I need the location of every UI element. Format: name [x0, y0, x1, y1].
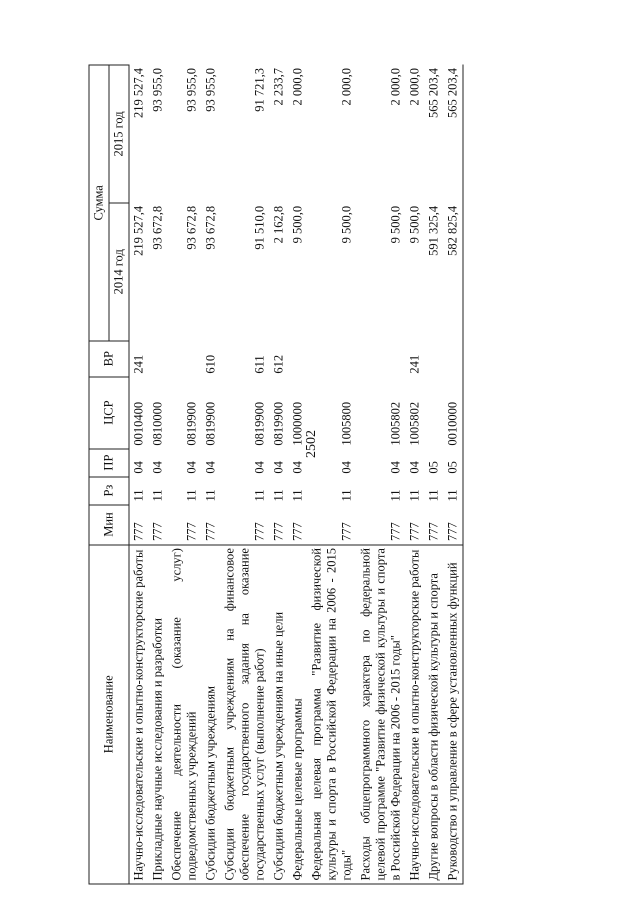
row-rz: 11: [290, 489, 305, 502]
row-min: 777: [290, 522, 305, 542]
row-2014: 591 325,4: [426, 205, 441, 256]
row-min: 777: [150, 522, 165, 542]
row-csr: 1005800: [339, 401, 354, 446]
row-name: Научно-исследовательские и опытно-конструкторские работы: [406, 545, 425, 884]
row-min: 777: [407, 522, 422, 542]
page-number: 2502: [304, 430, 319, 458]
header-vr: ВР: [89, 341, 129, 377]
row-pr: 04: [339, 461, 354, 474]
row-min: 777: [388, 522, 403, 542]
row-2014: 9 500,0: [407, 205, 422, 244]
row-min: 777: [271, 522, 286, 542]
row-csr: 0819900: [203, 401, 218, 446]
table-row: [221, 65, 270, 884]
table-row: [406, 65, 425, 884]
row-vr: [149, 341, 168, 377]
row-csr: 0819900: [252, 401, 267, 446]
table-row: [357, 65, 406, 884]
row-rz: 11: [184, 489, 199, 502]
row-vr: [289, 341, 308, 377]
row-vr: 611: [252, 355, 267, 374]
row-name: Расходы общепрограммного характера по федеральной целевой программе "Развитие физической культуры и спорта в Российской Федерации на 2006 - 2015 годы": [357, 545, 406, 884]
row-name: Субсидии бюджетным учреждениям на финансовое обеспечение государственного задания на оказание государственных услуг (выполнение работ): [221, 545, 270, 884]
budget-table: [89, 65, 464, 885]
row-csr: 0819900: [184, 401, 199, 446]
row-min: 777: [252, 522, 267, 542]
row-csr: 1000000: [290, 401, 305, 446]
table-row: [444, 65, 464, 884]
row-name: Федеральная целевая программа "Развитие физической культуры и спорта в Российской Федерации на 2006 - 2015 годы": [308, 545, 357, 884]
table-row: [270, 65, 289, 884]
header-name: Наименование: [89, 545, 129, 884]
row-pr: 04: [150, 461, 165, 474]
row-name: Субсидии бюджетным учреждениям на иные цели: [270, 545, 289, 884]
row-min: 777: [339, 522, 354, 542]
header-csr: ЦСР: [89, 377, 129, 449]
row-2015: 91 721,3: [252, 68, 267, 112]
row-2014: 93 672,8: [203, 205, 218, 250]
row-csr: 0810000: [150, 401, 165, 446]
row-pr: 05: [426, 461, 441, 474]
row-name: Руководство и управление в сфере установленных функций: [444, 545, 464, 884]
header-rz: Рз: [89, 477, 129, 505]
row-min: 777: [444, 505, 464, 545]
row-2015: 93 955,0: [150, 68, 165, 112]
row-pr: 04: [131, 461, 146, 474]
row-2015: 2 233,7: [271, 68, 286, 106]
row-min: 777: [131, 522, 146, 542]
row-vr: 612: [271, 354, 286, 374]
header-sum: Сумма: [89, 65, 109, 341]
row-csr: 0819900: [271, 401, 286, 446]
row-rz: 11: [339, 489, 354, 502]
row-min: 777: [184, 522, 199, 542]
row-pr: 04: [271, 461, 286, 474]
row-csr: [425, 377, 444, 449]
row-pr: 04: [407, 461, 422, 474]
row-2014: 219 527,4: [131, 205, 146, 256]
header-2014: 2014 год: [109, 203, 129, 341]
row-vr: 610: [203, 354, 218, 374]
table-row: [289, 65, 308, 884]
row-2015: 219 527,4: [131, 68, 146, 118]
table-row: [308, 65, 357, 884]
rotated-table-frame: [88, 65, 563, 885]
row-vr: [308, 341, 357, 377]
row-2015: 565 203,4: [444, 65, 464, 203]
row-2014: 93 672,8: [184, 205, 199, 250]
row-name: Субсидии бюджетным учреждениям: [202, 545, 221, 884]
row-rz: 11: [131, 489, 146, 502]
row-rz: 11: [407, 489, 422, 502]
row-vr: [168, 341, 202, 377]
row-csr: 1005802: [407, 401, 422, 446]
row-2014: 91 510,0: [252, 205, 267, 250]
row-rz: 11: [252, 489, 267, 502]
row-2015: 2 000,0: [290, 68, 305, 106]
row-2015: 2 000,0: [407, 68, 422, 106]
row-vr: [425, 341, 444, 377]
header-pr: ПР: [89, 449, 129, 477]
table-row: [425, 65, 444, 884]
row-name: Прикладные научные исследования и разработки: [149, 545, 168, 884]
row-vr: 241: [407, 354, 422, 374]
row-pr: 04: [388, 461, 403, 474]
row-rz: 11: [388, 489, 403, 502]
row-2014: 2 162,8: [271, 205, 286, 244]
row-csr: 0010400: [131, 401, 146, 446]
row-pr: 04: [290, 461, 305, 474]
row-rz: 11: [444, 477, 464, 505]
table-row: [168, 65, 202, 884]
row-vr: 241: [131, 354, 146, 374]
table-row: [149, 65, 168, 884]
table-container: [89, 65, 564, 885]
row-vr: [357, 341, 406, 377]
row-pr: 04: [203, 461, 218, 474]
row-2014: 9 500,0: [388, 205, 403, 244]
row-csr: 1005802: [388, 401, 403, 446]
row-rz: 11: [271, 489, 286, 502]
row-2015: 2 000,0: [339, 68, 354, 106]
row-rz: 11: [426, 489, 441, 502]
row-2015: 565 203,4: [426, 68, 441, 118]
header-2015: 2015 год: [109, 65, 129, 203]
row-name: Научно-исследовательские и опытно-конструкторские работы: [129, 545, 149, 884]
row-2014: 9 500,0: [339, 205, 354, 244]
table-row: [129, 65, 149, 884]
row-2015: 2 000,0: [388, 68, 403, 106]
row-min: 777: [426, 522, 441, 542]
header-min: Мин: [89, 505, 129, 545]
row-2014: 582 825,4: [444, 203, 464, 341]
row-pr: 04: [252, 461, 267, 474]
row-min: 777: [203, 522, 218, 542]
row-name: Другие вопросы в области физической культуры и спорта: [425, 545, 444, 884]
row-pr: 05: [444, 449, 464, 477]
row-2014: 93 672,8: [150, 205, 165, 250]
table-row: [202, 65, 221, 884]
row-rz: 11: [150, 489, 165, 502]
row-2015: 93 955,0: [203, 68, 218, 112]
row-csr: 0010000: [444, 377, 464, 449]
row-2015: 93 955,0: [184, 68, 199, 112]
row-name: Федеральные целевые программы: [289, 545, 308, 884]
row-vr: [444, 341, 464, 377]
row-2014: 9 500,0: [290, 205, 305, 244]
row-name: Обеспечение деятельности (оказание услуг) подведомственных учреждений: [168, 545, 202, 884]
row-rz: 11: [203, 489, 218, 502]
row-pr: 04: [184, 461, 199, 474]
